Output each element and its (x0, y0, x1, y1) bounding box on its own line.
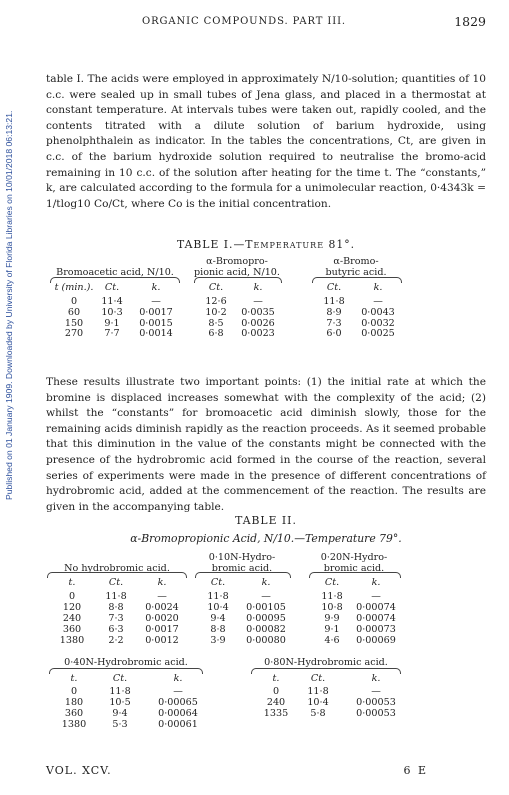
table-cell: 0·00053 (356, 697, 396, 708)
group-header: 0·10N-Hydro- bromic acid. (208, 552, 276, 574)
volume-label: VOL. XCV. (46, 764, 112, 777)
column-header: k. (151, 282, 161, 293)
table-cell: — (373, 296, 383, 307)
table-cell: 120 (62, 602, 82, 613)
column-header: k. (173, 673, 183, 684)
page-number: 1829 (454, 14, 486, 29)
table-cell: 10·4 (307, 697, 329, 708)
table1-caption: TABLE I.—Temperature 81°. (176, 238, 356, 251)
column-header: k. (261, 577, 271, 588)
table-cell: 0·0017 (145, 624, 179, 635)
column-header: k. (157, 577, 167, 588)
table-cell: 0·00080 (246, 635, 286, 646)
column-header: t. (68, 577, 76, 588)
table-cell: 0·0024 (145, 602, 179, 613)
table-cell: 0·00074 (356, 602, 396, 613)
table-cell: 270 (64, 328, 84, 340)
group-header: 0·40N-Hydrobromic acid. (64, 657, 188, 668)
side-download-note: Published on 01 January 1909. Downloaded by University of Florida Libraries on 10/01/2018 06:13:21. (4, 110, 14, 500)
column-header: Ct. (324, 577, 340, 588)
table-cell: 0·0017 (139, 306, 173, 318)
table-cell: 7·3 (108, 613, 124, 624)
table-cell: 0 (70, 686, 78, 697)
table-cell: 9·1 (324, 624, 340, 635)
table-cell: 0·0023 (241, 328, 275, 340)
table-cell: 11·8 (105, 591, 127, 602)
table-cell: 0 (70, 296, 78, 307)
column-header: Ct. (210, 577, 226, 588)
column-header: t. (70, 673, 78, 684)
table-cell: 8·5 (208, 317, 224, 329)
table-cell: 6·3 (108, 624, 124, 635)
table-cell: — (151, 296, 161, 307)
group-header: α-Bromo- butyric acid. (325, 256, 387, 278)
table-cell: 0·00065 (158, 697, 198, 708)
paragraph-methods: table I. The acids were employed in approximately N/10-solution; quantities of 10 c.c. were sealed up in small tubes of Jena glass, and placed in a thermostat at constant temperature. At intervals tubes were taken out, rapidly cooled, and the contents titrated with a dilute solution of barium hydroxide, using phenolphthalein as indicator. In the tables the concentrations, Ct, are given in c.c. of the barium hydroxide solution required to neutralise the bromo-acid remaining in 10 c.c. of the solution after heating for the time t. The “constants,” k, are calculated according to the formula for a unimolecular reaction, 0·4343k = 1/tlog10 Co/Ct, where Co is the initial concentration. (46, 73, 486, 210)
column-header: t. (272, 673, 280, 684)
table-cell: 0·0012 (145, 635, 179, 646)
table-cell: 11·8 (321, 591, 343, 602)
table-cell: — (173, 686, 183, 697)
table-cell: 0·0032 (361, 317, 395, 329)
table-cell: 240 (266, 697, 286, 708)
table-cell: 0·00069 (356, 635, 396, 646)
table-cell: 0·00061 (158, 719, 198, 730)
table-cell: 10·2 (205, 306, 227, 318)
table-cell: 60 (67, 306, 81, 318)
table-cell: 7·7 (104, 328, 120, 340)
table-cell: 0·00053 (356, 708, 396, 719)
table-cell: 0 (272, 686, 280, 697)
page-header (46, 14, 486, 30)
table-cell: 6·8 (208, 328, 224, 340)
column-header: Ct. (208, 282, 224, 293)
group-header: Bromoacetic acid, N/10. (56, 266, 174, 278)
group-header: α-Bromopro- pionic acid, N/10. (194, 256, 280, 278)
table-cell: 11·8 (307, 686, 329, 697)
column-header: k. (371, 577, 381, 588)
table-cell: 9·4 (112, 708, 128, 719)
paragraph-results: These results illustrate two important points: (1) the initial rate at which the bromine is displaced increases somewhat with the complexity of the acid; (2) whilst the “constants” for bromoacetic acid diminish slowly, those for the remaining acids diminish rapidly as the reaction proceeds. As it seemed probable that this diminution in the value of the constants might be connected with the presence of the hydrobromic acid formed in the course of the reaction, several series of experiments were made in the presence of different concentrations of hydrobromic acid, added at the commencement of the reaction. The results are given in the accompanying table. (46, 376, 486, 513)
column-header: Ct. (112, 673, 128, 684)
column-header: t (min.). (54, 282, 94, 293)
table-cell: 0·0025 (361, 328, 395, 340)
table-cell: 10·3 (101, 306, 123, 318)
table-cell: 8·8 (108, 602, 124, 613)
table-cell: 5·8 (310, 708, 326, 719)
column-header: Ct. (108, 577, 124, 588)
table-cell: 4·6 (324, 635, 340, 646)
table-cell: 0·0026 (241, 317, 275, 329)
table2-caption: TABLE II. (235, 514, 297, 527)
table-cell: 8·9 (326, 306, 342, 318)
table-cell: 9·9 (324, 613, 340, 624)
table-cell: 9·4 (210, 613, 226, 624)
page-footer (46, 764, 486, 780)
group-header: 0·20N-Hydro- bromic acid. (320, 552, 388, 574)
signature-mark: 6 E (403, 764, 428, 777)
table-cell: 150 (64, 317, 84, 329)
table-cell: 6·0 (326, 328, 342, 340)
table-cell: 360 (62, 624, 82, 635)
table-cell: 11·8 (207, 591, 229, 602)
table-cell: 0·0014 (139, 328, 173, 340)
table-cell: 10·4 (207, 602, 229, 613)
table-cell: 240 (62, 613, 82, 624)
table-cell: 11·8 (323, 296, 345, 307)
table-cell: 1335 (263, 708, 289, 719)
table-cell: — (261, 591, 271, 602)
column-header: Ct. (326, 282, 342, 293)
table-cell: 360 (64, 708, 84, 719)
table-cell: 3·9 (210, 635, 226, 646)
table-cell: 0·00064 (158, 708, 198, 719)
table-cell: 0·0043 (361, 306, 395, 318)
column-header: Ct. (310, 673, 326, 684)
table-cell: 1380 (61, 719, 87, 730)
table-cell: 180 (64, 697, 84, 708)
table-cell: — (371, 686, 381, 697)
table-cell: 0·0015 (139, 317, 173, 329)
table-cell: — (371, 591, 381, 602)
group-header: No hydrobromic acid. (64, 562, 170, 574)
table-cell: 0·0035 (241, 306, 275, 318)
table-cell: — (157, 591, 167, 602)
table-cell: 0·00082 (246, 624, 286, 635)
table2-subcaption: α-Bromopropionic Acid, N/10.—Temperature 79°. (130, 532, 402, 545)
table-cell: 11·4 (101, 296, 123, 307)
column-header: k. (373, 282, 383, 293)
table-cell: 2·2 (108, 635, 124, 646)
table-cell: 10·5 (109, 697, 131, 708)
column-header: Ct. (104, 282, 120, 293)
table-cell: — (253, 296, 263, 307)
table-cell: 0·00105 (246, 602, 286, 613)
table-cell: 12·6 (205, 296, 227, 307)
table-cell: 11·8 (109, 686, 131, 697)
table-cell: 9·1 (104, 317, 120, 329)
column-header: k. (253, 282, 263, 293)
table-cell: 10·8 (321, 602, 343, 613)
table-cell: 0 (68, 591, 76, 602)
table-cell: 8·8 (210, 624, 226, 635)
table-cell: 0·00073 (356, 624, 396, 635)
column-header: k. (371, 673, 381, 684)
table-cell: 7·3 (326, 317, 342, 329)
table-cell: 0·0020 (145, 613, 179, 624)
table-cell: 0·00074 (356, 613, 396, 624)
table-cell: 0·00095 (246, 613, 286, 624)
table-cell: 1380 (59, 635, 85, 646)
running-title: ORGANIC COMPOUNDS. PART III. (142, 16, 346, 27)
group-header: 0·80N-Hydrobromic acid. (264, 657, 388, 668)
table-cell: 5·3 (112, 719, 128, 730)
